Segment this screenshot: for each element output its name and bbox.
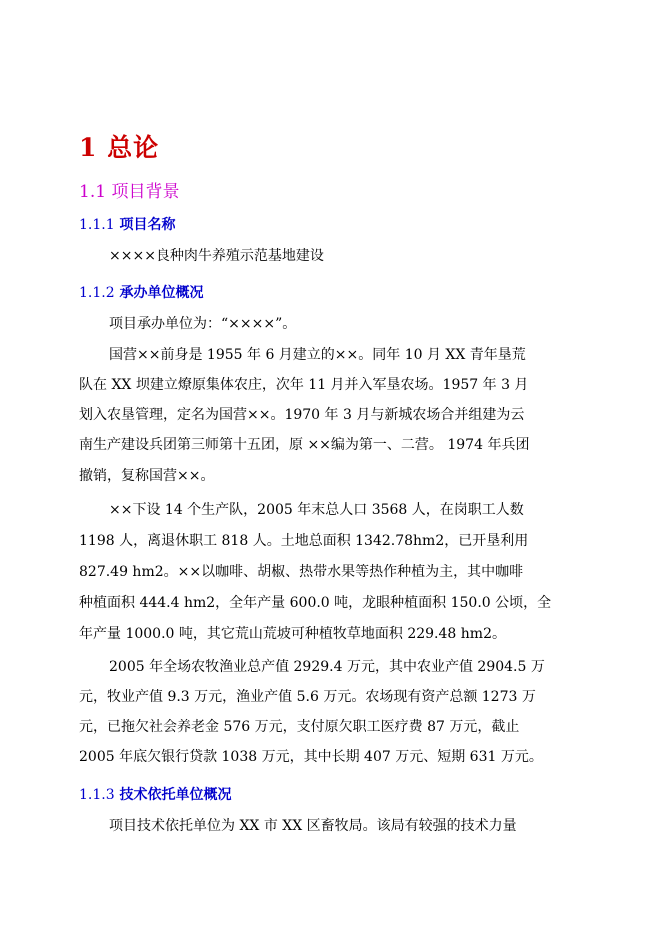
paragraph-line: 年产量 1000.0 吨，其它荒山荒坡可种植牧草地面积 229.48 hm2。 [79,626,506,642]
paragraph-line: 项目技术依托单位为 XX 市 XX 区畜牧局。该局有较强的技术力量 [109,818,517,834]
subsection-title: 承办单位概况 [119,285,204,301]
subsection-number: 1.1.1 [79,217,115,233]
paragraph-line: ××下设 14 个生产队，2005 年末总人口 3568 人，在岗职工人数 [109,502,524,518]
section-title: 项目背景 [111,182,180,202]
section-heading-1-1 [79,177,179,202]
subsection-heading-1-1-2 [79,282,204,302]
subsection-number: 1.1.2 [79,285,115,301]
paragraph-line: 国营××前身是 1955 年 6 月建立的××。同年 10 月 XX 青年垦荒 [109,347,526,363]
paragraph-line: 2005 年全场农牧渔业总产值 2929.4 万元，其中农业产值 2904.5 万 [109,659,545,675]
paragraph-line: 2005 年底欠银行贷款 1038 万元，其中长期 407 万元、短期 631 万元。 [79,749,543,765]
paragraph-line: 827.49 hm2。××以咖啡、胡椒、热带水果等热作种植为主，其中咖啡 [79,564,524,580]
subsection-number: 1.1.3 [79,787,115,803]
section-number: 1.1 [79,182,107,202]
paragraph-line: 元，已拖欠社会养老金 576 万元，支付原欠职工医疗费 87 万元，截止 [79,719,520,735]
paragraph-line: 撤销，复称国营××。 [79,468,215,484]
subsection-heading-1-1-1 [79,214,176,234]
paragraph-line: 元，牧业产值 9.3 万元，渔业产值 5.6 万元。农场现有资产总额 1273 万 [79,689,536,705]
paragraph-line: 种植面积 444.4 hm2，全年产量 600.0 吨，龙眼种植面积 150.0 公顷，全 [79,595,552,611]
subsection-title: 技术依托单位概况 [119,787,232,803]
chapter-heading [79,128,159,164]
paragraph-line: 南生产建设兵团第三师第十五团，原 ××编为第一、二营。 1974 年兵团 [79,437,530,453]
project-name-text: ××××良种肉牛养殖示范基地建设 [109,248,324,264]
paragraph-line: 项目承办单位为：“××××”。 [109,316,297,332]
subsection-heading-1-1-3 [79,784,232,804]
paragraph-line: 划入农垦管理，定名为国营××。1970 年 3 月与新城农场合并组建为云 [79,407,525,423]
paragraph-line: 1198 人，离退休职工 818 人。土地总面积 1342.78hm2，已开垦利用 [79,533,529,549]
chapter-title: 总论 [107,133,160,162]
subsection-title: 项目名称 [119,217,176,233]
paragraph-line: 队在 XX 坝建立燎原集体农庄，次年 11 月并入军垦农场。1957 年 3 月 [79,377,529,393]
chapter-number: 1 [79,133,98,162]
